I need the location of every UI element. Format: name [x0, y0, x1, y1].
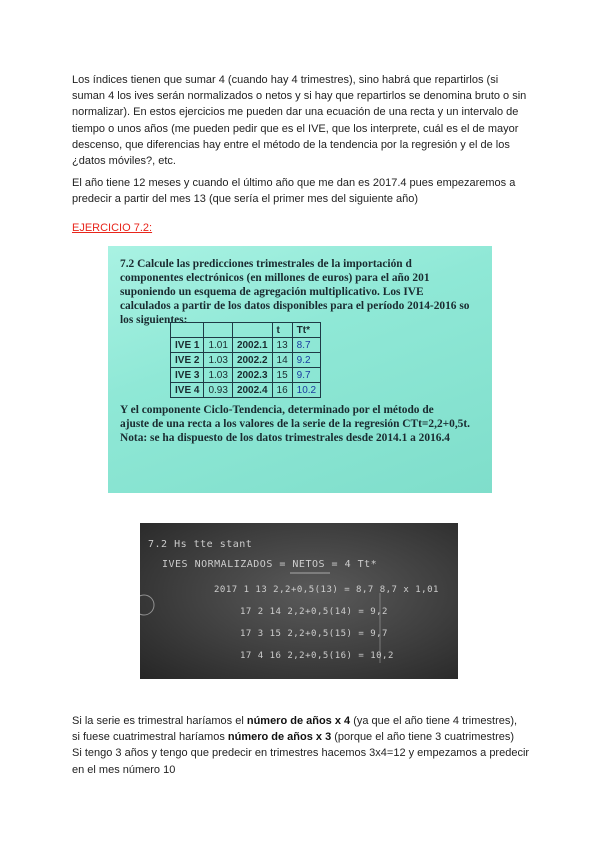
exercise-footer-line: ajuste de una recta a los valores de la serie de la regresión CTt=2,2+0,5t. — [120, 418, 471, 430]
table-row — [171, 383, 321, 398]
closing-text: (porque el año tiene 3 cuatrimestres) — [331, 731, 515, 744]
exercise-text-line: calculados a partir de los datos disponibles para el período 2014-2016 so — [120, 300, 470, 312]
table-cell: 2002.4 — [232, 383, 272, 398]
table-cell: 1.01 — [204, 338, 232, 353]
chalkboard-line: 17 2 14 2,2+0,5(14) = 9,2 — [240, 607, 388, 617]
chalkboard-photo — [140, 523, 458, 679]
chalk-marks — [140, 523, 458, 679]
exercise-text-line: suponiendo un esquema de agregación multiplicativo. Los IVE — [120, 286, 424, 298]
closing-text: si fuese cuatrimestral haríamos — [72, 731, 228, 744]
table-cell: 16 — [272, 383, 292, 398]
table-cell: 1.03 — [204, 353, 232, 368]
exercise-text-line: 7.2 Calcule las predicciones trimestrales de la importación d — [120, 258, 412, 270]
exercise-footer-line: Y el componente Ciclo-Tendencia, determinado por el método de — [120, 404, 434, 416]
exercise-text-line: los siguientes: — [120, 314, 188, 326]
closing-bold-text: número de años x 3 — [227, 731, 332, 744]
closing-text: (ya que el año tiene 4 trimestres), — [350, 715, 518, 727]
chalkboard-line: 7.2 Hs tte stant — [148, 539, 253, 550]
closing-text: Si tengo 3 años y tengo que predecir en trimestres hacemos 3x4=12 y empezamos a predecir en el mes número 10 — [72, 747, 530, 776]
table-cell: 15 — [272, 368, 292, 383]
closing-text: Si la serie es trimestral haríamos el — [72, 715, 247, 727]
table-cell: 9.2 — [292, 353, 320, 368]
closing-bold-text: número de años x 4 — [246, 715, 351, 727]
chalkboard-line: IVES NORMALIZADOS = NETOS = 4 Tt* — [162, 559, 378, 570]
table-cell: 8.7 — [292, 338, 320, 353]
intro-paragraph-1: Los índices tienen que sumar 4 (cuando hay 4 trimestres), sino habrá que repartirlos (si suman 4 los ives serán normalizados o netos y si hay que repartirlos se denomina bruto o sin normalizar). En estos ejercicios me pueden dar una ecuación de una recta y un intervalo de tiempo o unos años (me pueden pedir que es el IVE, que los interprete, cuál es el de mayor descenso, que diferencias hay entre el método de la tendencia por la regresión y el de los ¿datos móviles?, etc. — [72, 74, 527, 168]
chalkboard-line: 2017 1 13 2,2+0,5(13) = 8,7 8,7 x 1,01 — [214, 585, 439, 595]
table-cell: 2002.1 — [232, 338, 272, 353]
table-cell: IVE 2 — [171, 353, 204, 368]
table-cell: IVE 3 — [171, 368, 204, 383]
table-row — [171, 368, 321, 383]
exercise-heading: EJERCICIO 7.2: — [72, 222, 153, 234]
table-header-cell: Tt* — [292, 323, 320, 338]
table-cell: 14 — [272, 353, 292, 368]
table-cell: 9.7 — [292, 368, 320, 383]
table-header-cell — [204, 323, 232, 338]
table-header-cell: t — [272, 323, 292, 338]
table-row — [171, 338, 321, 353]
exercise-footer-line: Nota: se ha dispuesto de los datos trimestrales desde 2014.1 a 2016.4 — [120, 432, 451, 444]
ive-table — [170, 322, 321, 398]
table-header-row — [171, 323, 321, 338]
exercise-photo — [108, 246, 492, 493]
exercise-text-line: componentes electrónicos (en millones de euros) para el año 201 — [120, 272, 430, 284]
intro-paragraph-2: El año tiene 12 meses y cuando el último año que me dan es 2017.4 pues empezaremos a predecir a partir del mes 13 (que sería el primer mes del siguiente año) — [72, 177, 516, 206]
table-cell: 1.03 — [204, 368, 232, 383]
table-cell: 2002.2 — [232, 353, 272, 368]
table-cell: 10.2 — [292, 383, 320, 398]
table-cell: IVE 1 — [171, 338, 204, 353]
chalkboard-line: 17 4 16 2,2+0,5(16) = 10,2 — [240, 651, 394, 661]
table-cell: 0.93 — [204, 383, 232, 398]
table-row — [171, 353, 321, 368]
table-cell: 2002.3 — [232, 368, 272, 383]
table-cell: IVE 4 — [171, 383, 204, 398]
table-header-cell — [171, 323, 204, 338]
chalkboard-line: 17 3 15 2,2+0,5(15) = 9,7 — [240, 629, 388, 639]
table-header-cell — [232, 323, 272, 338]
closing-paragraph — [72, 713, 534, 778]
table-cell: 13 — [272, 338, 292, 353]
